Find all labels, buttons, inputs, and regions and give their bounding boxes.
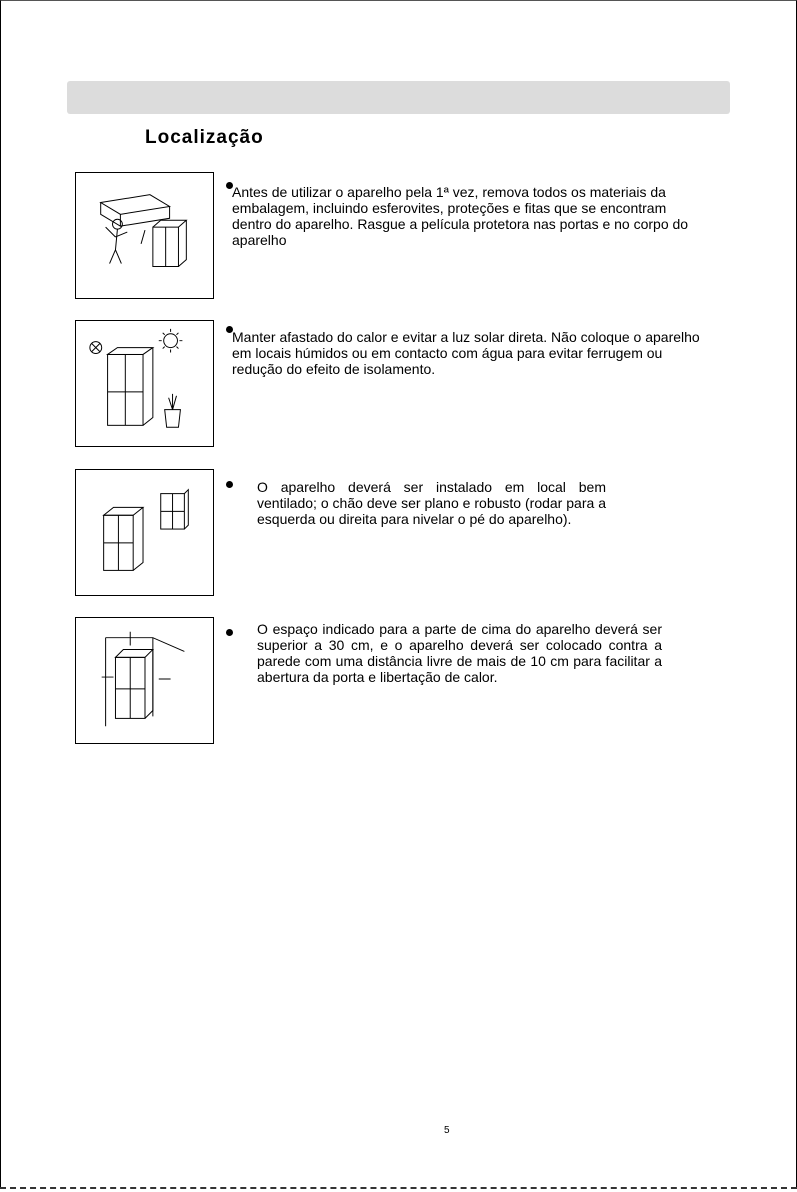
section-text: Antes de utilizar o aparelho pela 1ª vez, remova todos os materiais da embalagem, incluindo esferovites, proteções e fitas que se encontram dentro do aparelho. Rasgue a película protetora nas portas e no corpo do aparelho <box>232 184 689 248</box>
bottom-dashed-rule <box>0 1187 797 1189</box>
bullet <box>226 629 233 636</box>
bullet <box>226 481 233 488</box>
page-number: 5 <box>444 1125 450 1136</box>
page-title: Localização <box>145 127 264 148</box>
section-header-bar <box>67 81 730 114</box>
heat-sun-warning-illustration <box>75 320 214 447</box>
section-text: Manter afastado do calor e evitar a luz solar direta. Não coloque o aparelho em locais húmidos ou em contacto com água para evitar ferrugem ou redução do efeito de isolamento. <box>232 329 700 377</box>
wall-clearance-illustration <box>75 617 214 744</box>
section-text: O espaço indicado para a parte de cima do aparelho deverá ser superior a 30 cm, e o aparelho deverá ser colocado contra a parede com uma distância livre de mais de 10 cm para facilitar a abertura da porta e libertação de calor. <box>257 621 662 685</box>
unpacking-fridge-illustration <box>75 172 214 299</box>
section-text: O aparelho deverá ser instalado em local bem ventilado; o chão deve ser plano e robusto (rodar para a esquerda ou direita para nivelar o pé do aparelho). <box>257 479 606 527</box>
ventilated-location-illustration <box>75 469 214 596</box>
